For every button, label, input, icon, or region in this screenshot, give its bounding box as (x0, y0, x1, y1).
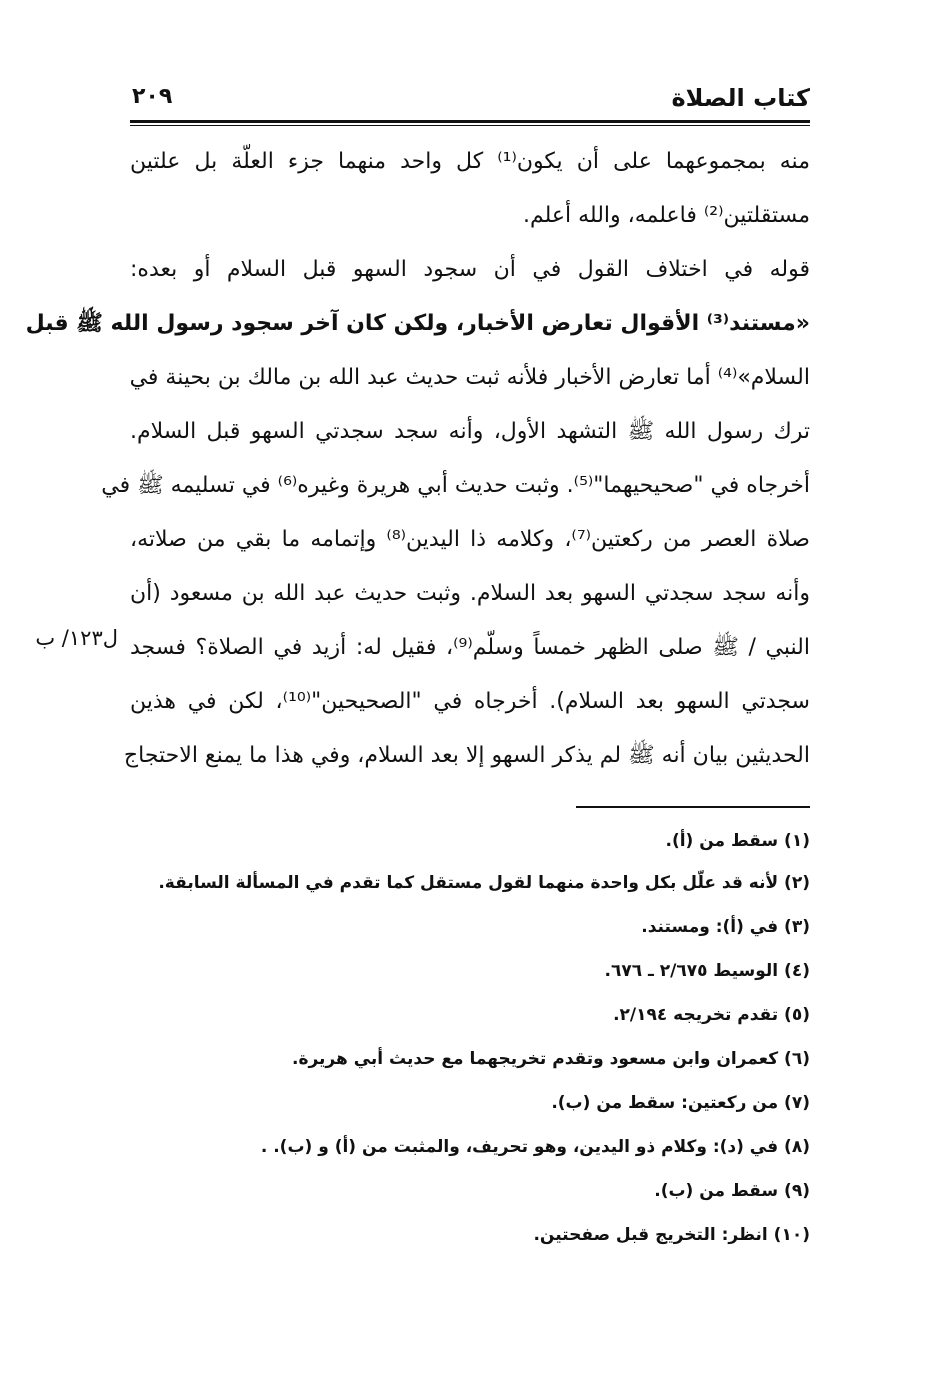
footnote: (٣) في (أ): ومستند. (641, 917, 810, 937)
body-line: مستقلتين⁽²⁾ فاعلمه، والله أعلم. (522, 203, 810, 228)
body-line: ترك رسول الله ﷺ التشهد الأول، وأنه سجد سجدتي السهو قبل السلام. (130, 419, 810, 444)
footnote: (١٠) انظر: التخريج قبل صفحتين. (533, 1225, 810, 1245)
footnote-separator (576, 806, 810, 808)
footnote: (٨) في (د): وكلام ذو اليدين، وهو تحريف، والمثبت من (أ) و (ب). . (260, 1137, 810, 1157)
body-line: صلاة العصر من ركعتين⁽⁷⁾، وكلامه ذا اليدين⁽⁸⁾ وإتمامه ما بقي من صلاته، (130, 527, 810, 552)
body-line: سجدتي السهو بعد السلام). أخرجاه في "الصحيحين"⁽¹⁰⁾، لكن في هذين (130, 689, 810, 714)
body-line: النبي / ﷺ صلى الظهر خمساً وسلّم⁽⁹⁾، فقيل له: أزيد في الصلاة؟ فسجد (130, 635, 810, 660)
chapter-title: كتاب الصلاة (671, 84, 810, 112)
body-line: «مستند⁽³⁾ الأقوال تعارض الأخبار، ولكن كان آخر سجود رسول الله ﷺ قبل (25, 311, 810, 336)
footnote: (١) سقط من (أ). (665, 831, 810, 851)
page-number: ٢٠٩ (132, 84, 173, 109)
body-line: أخرجاه في "صحيحيهما"⁽⁵⁾. وثبت حديث أبي هريرة وغيره⁽⁶⁾ في تسليمه ﷺ في (101, 473, 810, 498)
footnote: (٥) تقدم تخريجه ٢/١٩٤. (613, 1005, 810, 1025)
manuscript-folio-note: ل١٢٣/ ب (35, 626, 118, 650)
body-line: قوله في اختلاف القول في أن سجود السهو قبل السلام أو بعده: (130, 257, 810, 282)
body-line: وأنه سجد سجدتي السهو بعد السلام. وثبت حديث عبد الله بن مسعود (أن (130, 581, 810, 606)
body-line: منه بمجموعهما على أن يكون⁽¹⁾ كل واحد منهما جزء العلّة بل علتين (130, 149, 810, 174)
body-line: الحديثين بيان أنه ﷺ لم يذكر السهو إلا بعد السلام، وفي هذا ما يمنع الاحتجاج (123, 743, 810, 768)
header-rule (130, 120, 810, 123)
footnote: (٧) من ركعتين: سقط من (ب). (551, 1093, 810, 1113)
running-header (130, 82, 810, 116)
body-line: السلام»⁽⁴⁾ أما تعارض الأخبار فلأنه ثبت حديث عبد الله بن مالك بن بحينة في (129, 365, 810, 390)
footnote: (٩) سقط من (ب). (654, 1181, 810, 1201)
footnote: (٦) كعمران وابن مسعود وتقدم تخريجهما مع حديث أبي هريرة. (291, 1049, 810, 1069)
footnote: (٢) لأنه قد علّل بكل واحدة منهما لقول مستقل كما تقدم في المسألة السابقة. (158, 873, 810, 893)
footnote: (٤) الوسيط ٢/٦٧٥ ـ ٦٧٦. (604, 961, 810, 981)
header-rule-thin (130, 125, 810, 126)
